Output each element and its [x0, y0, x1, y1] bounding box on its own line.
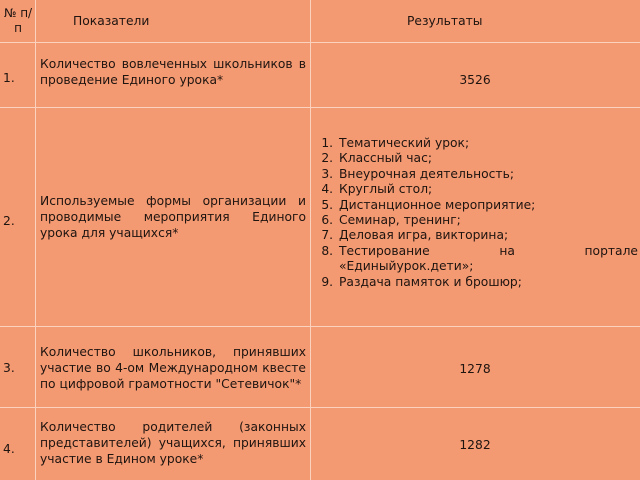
list-item: 2. Классный час; [337, 151, 638, 166]
row-2-result-list [313, 136, 638, 290]
row-divider [0, 107, 640, 108]
header-results: Результаты [407, 14, 483, 28]
activity-list [313, 136, 638, 290]
row-3-indicator: Количество школьников, принявших участие во 4-ом Международном квесте по цифровой грамотности "Сетевичок"* [40, 345, 306, 391]
list-item: 7. Деловая игра, викторина; [337, 228, 638, 243]
row-4-result: 1282 [459, 438, 491, 452]
list-item: 3. Внеурочная деятельность; [337, 167, 638, 182]
header-indicator: Показатели [73, 14, 150, 28]
header-num: № п/п [3, 6, 33, 35]
row-divider [0, 326, 640, 327]
row-3-num: 3. [3, 361, 15, 375]
list-item: 5. Дистанционное мероприятие; [337, 198, 638, 213]
row-4-indicator: Количество родителей (законных представителей) учащихся, принявших участие в Едином уроке* [40, 420, 306, 466]
row-3-result: 1278 [459, 362, 491, 376]
row-divider [0, 42, 640, 43]
row-1-num: 1. [3, 71, 15, 85]
row-1-indicator: Количество вовлеченных школьников в проведение Единого урока* [40, 57, 306, 87]
list-item: 1. Тематический урок; [337, 136, 638, 151]
list-item: 8. Тестирование на портале «Единыйурок.дети»; [337, 244, 638, 275]
column-divider [35, 0, 36, 480]
row-2-indicator: Используемые формы организации и проводимые мероприятия Единого урока для учащихся* [40, 194, 306, 240]
list-item: 4. Круглый стол; [337, 182, 638, 197]
row-2-num: 2. [3, 214, 15, 228]
row-1-result: 3526 [459, 73, 491, 87]
column-divider [310, 0, 311, 480]
row-divider [0, 407, 640, 408]
list-item: 6. Семинар, тренинг; [337, 213, 638, 228]
row-4-num: 4. [3, 442, 15, 456]
list-item: 9. Раздача памяток и брошюр; [337, 275, 638, 290]
